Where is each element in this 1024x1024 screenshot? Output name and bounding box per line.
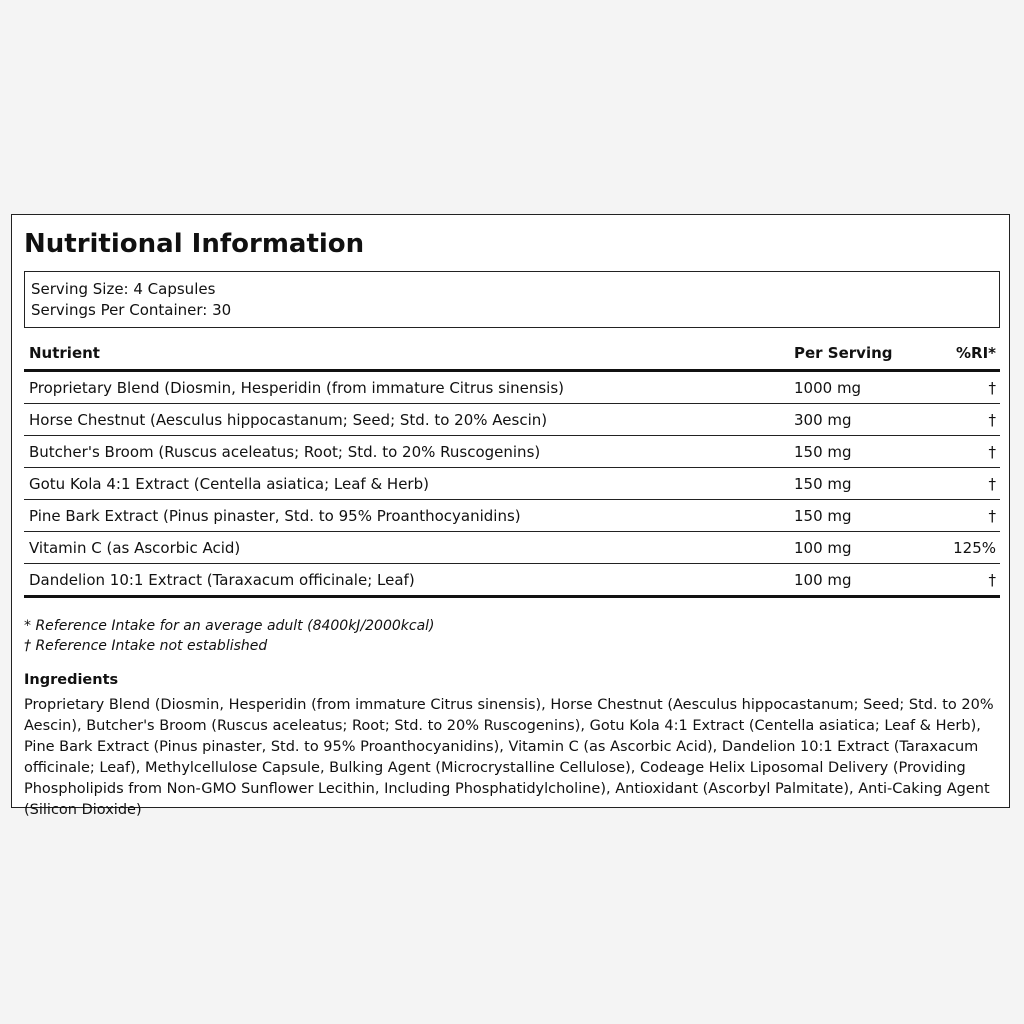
row-ri: † [988, 379, 996, 397]
row-per-serving: 1000 mg [794, 379, 862, 397]
table-header [24, 341, 1000, 372]
footnote-reference-intake: * Reference Intake for an average adult (8400kJ/2000kcal) [24, 618, 435, 634]
table-row [24, 468, 1000, 500]
table-row [24, 564, 1000, 598]
header-nutrient: Nutrient [29, 344, 100, 362]
row-per-serving: 100 mg [794, 539, 852, 557]
table-body [24, 372, 1000, 598]
row-nutrient: Proprietary Blend (Diosmin, Hesperidin (from immature Citrus sinensis) [29, 379, 564, 397]
row-per-serving: 150 mg [794, 507, 852, 525]
row-nutrient: Pine Bark Extract (Pinus pinaster, Std. to 95% Proanthocyanidins) [29, 507, 521, 525]
panel-title: Nutritional Information [24, 229, 365, 259]
row-ri: † [988, 507, 996, 525]
row-per-serving: 100 mg [794, 571, 852, 589]
row-nutrient: Dandelion 10:1 Extract (Taraxacum officinale; Leaf) [29, 571, 415, 589]
ingredients-title: Ingredients [24, 672, 119, 688]
table-row [24, 404, 1000, 436]
serving-size: Serving Size: 4 Capsules [31, 280, 216, 298]
row-nutrient: Butcher's Broom (Ruscus aceleatus; Root; Std. to 20% Ruscogenins) [29, 443, 541, 461]
table-row [24, 436, 1000, 468]
row-nutrient: Horse Chestnut (Aesculus hippocastanum; Seed; Std. to 20% Aescin) [29, 411, 548, 429]
ingredients-text: Proprietary Blend (Diosmin, Hesperidin (from immature Citrus sinensis), Horse Chestnut (Aesculus hippocastanum; Seed; Std. to 20% Aescin), Butcher's Broom (Ruscus aceleatus; Root; Std. to 20% Ruscogenins), Gotu Kola 4:1 Extract (Centella asiatica; Leaf & Herb), Pine Bark Extract (Pinus pinaster, Std. to 95% Proanthocyanidins), Vitamin C (as Ascorbic Acid), Dandelion 10:1 Extract (Taraxacum officinale; Leaf), Methylcellulose Capsule, Bulking Agent (Microcrystalline Cellulose), Codeage Helix Liposomal Delivery (Providing Phospholipids from Non-GMO Sunflower Lecithin, Including Phosphatidylcholine), Antioxidant (Ascorbyl Palmitate), Anti-Caking Agent (Silicon Dioxide) [24, 697, 994, 818]
table-row [24, 372, 1000, 404]
servings-per-container: Servings Per Container: 30 [31, 301, 232, 319]
row-per-serving: 150 mg [794, 475, 852, 493]
nutrition-panel [11, 214, 1010, 818]
header-per-serving: Per Serving [794, 344, 893, 362]
serving-info-box [24, 271, 1000, 328]
row-nutrient: Gotu Kola 4:1 Extract (Centella asiatica; Leaf & Herb) [29, 475, 429, 493]
footnote-not-established: † Reference Intake not established [24, 638, 268, 654]
table-row [24, 532, 1000, 564]
header-ri: %RI* [955, 344, 996, 362]
row-ri: † [988, 443, 996, 461]
row-ri: 125% [953, 539, 996, 557]
row-ri: † [988, 571, 996, 589]
row-per-serving: 300 mg [794, 411, 852, 429]
footnotes [24, 616, 435, 656]
row-ri: † [988, 475, 996, 493]
table-row [24, 500, 1000, 532]
row-per-serving: 150 mg [794, 443, 852, 461]
nutrient-table [24, 341, 1000, 598]
row-nutrient: Vitamin C (as Ascorbic Acid) [29, 539, 241, 557]
row-ri: † [988, 411, 996, 429]
